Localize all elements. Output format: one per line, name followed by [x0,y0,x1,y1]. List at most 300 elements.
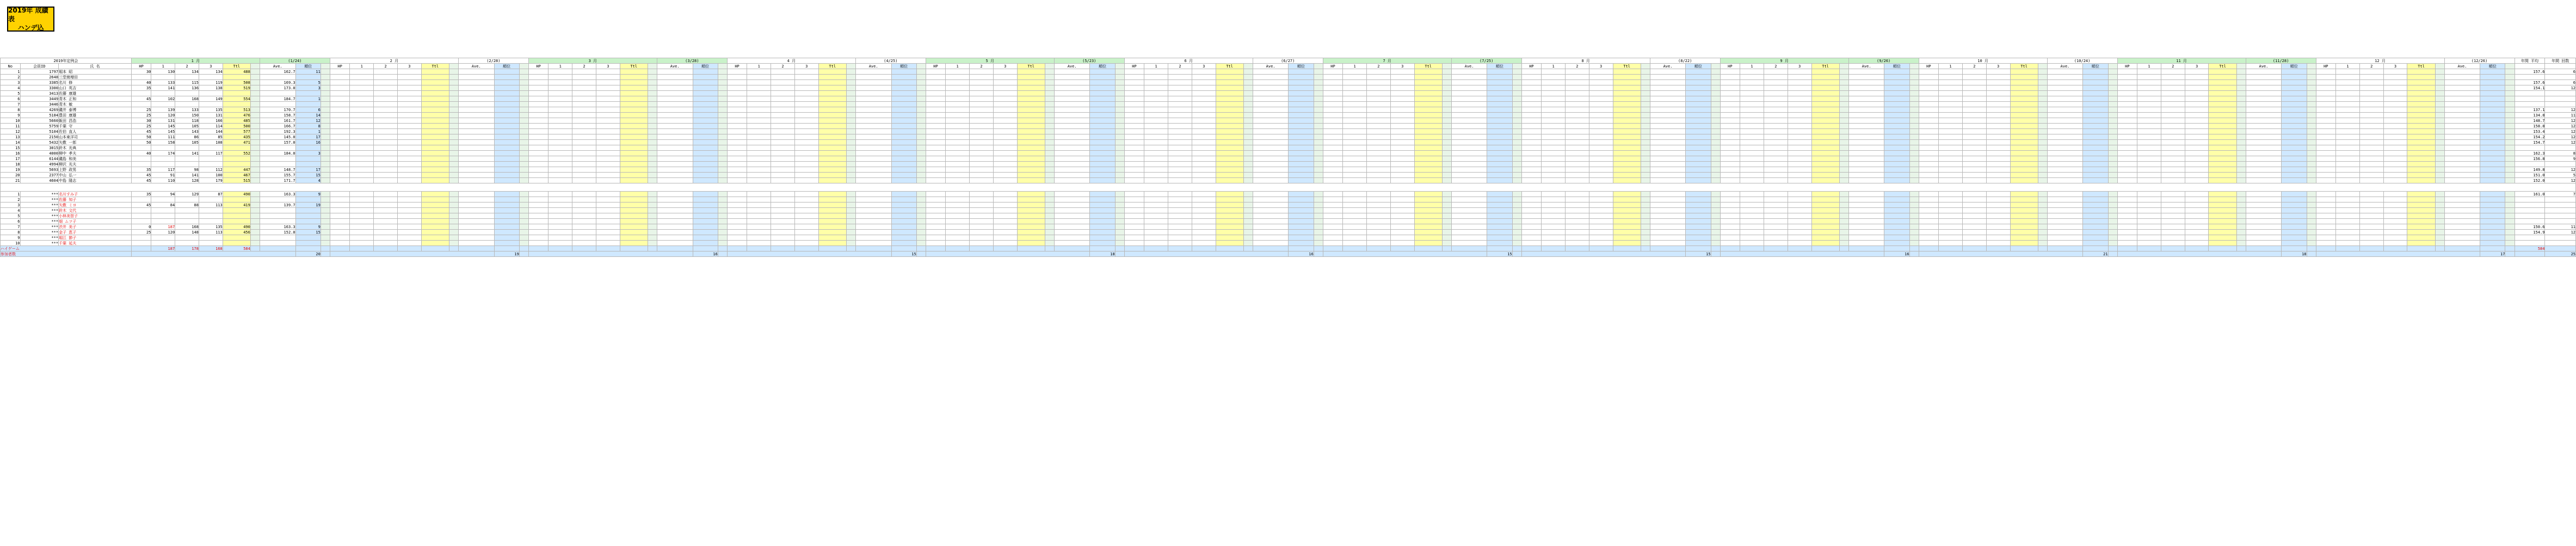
col-gap [2307,241,2316,246]
total-score [818,241,846,246]
col-gap [250,91,260,96]
game-score [1962,145,1986,151]
rank-value [1289,140,1314,145]
rank-value [891,203,916,208]
col-gap [449,134,458,140]
average-score [657,230,693,235]
average-score: 139.7 [260,203,295,208]
game-score [747,113,771,118]
total-score [1811,235,1839,241]
rank-value: 16 [295,140,321,145]
average-score [1451,178,1487,183]
game-score [2359,129,2383,134]
average-score [2444,178,2480,183]
col-gap [1115,102,1124,107]
hp-value: 30 [131,69,151,75]
member-id: 5184 [20,113,59,118]
footer-cell [1641,246,1650,251]
game-score [596,156,620,162]
hp-value [727,167,747,173]
game-score [1144,208,1168,213]
participant-count: 18 [1090,251,1115,257]
member-id: 5693 [20,167,59,173]
game-score [2359,69,2383,75]
col-gap [449,156,458,162]
total-score [1017,173,1045,178]
game-score [572,113,596,118]
member-id: *** [20,230,59,235]
rank-value: 17 [295,134,321,140]
game-score [2137,140,2161,145]
rank-value [693,167,718,173]
game-score [1986,145,2010,151]
col-gap [1314,91,1323,96]
col-gap [321,192,330,197]
col-ttl: Ttl [1613,64,1641,69]
col-game: 3 [2185,64,2209,69]
guest-row [1,203,2576,208]
member-name: 佐藤 康雄 [59,91,132,96]
game-score [771,167,795,173]
col-gap [2038,178,2047,183]
average-score [1650,102,1686,107]
col-gap [1909,69,1919,75]
hp-value [1521,156,1542,162]
col-gap [1243,219,1253,224]
game-score [1589,167,1613,173]
col-gap [449,96,458,102]
total-score [2209,162,2236,167]
col-gap [1243,197,1253,203]
game-score [1390,91,1414,96]
total-score [620,129,648,134]
participant-count: 19 [494,251,519,257]
col-gap [1839,118,1848,124]
member-id: *** [20,197,59,203]
game-score [572,134,596,140]
col-gap [846,197,855,203]
col-hp: HP [1323,64,1343,69]
game-score: 148 [175,230,199,235]
game-score [771,134,795,140]
game-score [2359,91,2383,96]
col-gap [718,129,727,134]
rank-value [494,140,519,145]
total-score [2407,197,2435,203]
annual-games: 12 [2545,124,2576,129]
annual-average [2515,235,2545,241]
hp-value [528,124,549,129]
col-gap [1512,213,1521,219]
average-score [1848,156,1884,162]
col-gap [1512,219,1521,224]
total-score [1811,118,1839,124]
high-series-score [1216,246,1243,251]
average-score [657,124,693,129]
game-score [993,167,1017,173]
game-score [1939,178,1963,183]
game-score [1168,124,1192,129]
game-score [199,102,223,107]
col-gap [1314,113,1323,118]
col-gap [449,230,458,235]
game-score [1192,129,1216,134]
col-gap [321,96,330,102]
col-gap [2236,134,2246,140]
hp-value [528,96,549,102]
col-gap [648,102,657,107]
total-score [1216,151,1243,156]
month-label: 10 月 [1919,58,2047,64]
total-score [2407,219,2435,224]
average-score [855,151,891,156]
total-score [2010,192,2038,197]
game-score [2185,241,2209,246]
col-gap [1711,173,1720,178]
high-series-score [2010,246,2038,251]
col-gap [1243,241,1253,246]
col-gap [718,151,727,156]
col-gap [1711,134,1720,140]
game-score [1740,241,1764,246]
col-gap [718,113,727,118]
game-score [1788,151,1811,156]
col-gap [1512,173,1521,178]
col-gap [1045,230,1054,235]
col-gap [2505,224,2515,230]
game-score [794,241,818,246]
col-gap [1711,156,1720,162]
game-score [596,208,620,213]
footer-cell [1253,246,1289,251]
total-score [1613,224,1641,230]
participants-label: 参加者数 [1,251,132,257]
row-no: 7 [1,224,21,230]
col-gap [2108,69,2117,75]
game-score [1788,173,1811,178]
average-score [1451,219,1487,224]
hp-value [131,241,151,246]
game-score [747,162,771,167]
game-score [993,235,1017,241]
total-score [2407,156,2435,162]
game-score [1168,213,1192,219]
game-score [596,197,620,203]
game-score [350,230,374,235]
col-gap [1115,107,1124,113]
game-score [374,173,398,178]
total-score [2010,230,2038,235]
col-gap [1045,113,1054,118]
rank-value [1884,230,1909,235]
game-score [794,85,818,91]
game-score [350,129,374,134]
hp-value [1323,208,1343,213]
game-score [1192,151,1216,156]
member-row [1,173,2576,178]
col-gap [2435,102,2444,107]
game-score [2161,208,2185,213]
total-score [818,162,846,167]
hp-value [1323,118,1343,124]
average-score [657,173,693,178]
hp-value [528,192,549,197]
hp-value [2117,102,2137,107]
game-score [794,167,818,173]
col-gap [1314,213,1323,219]
footer-cell [2316,246,2336,251]
total-score [1613,145,1641,151]
col-gap [2505,197,2515,203]
hp-value [1919,75,1939,80]
rank-value [494,213,519,219]
hp-value [1919,124,1939,129]
game-score [2137,178,2161,183]
game-score [1144,102,1168,107]
total-score [1613,162,1641,167]
total-score [818,219,846,224]
hp-value [1720,213,1740,219]
col-gap [321,230,330,235]
row-no: 15 [1,145,21,151]
average-score [1451,162,1487,167]
col-gap [519,129,528,134]
member-row [1,102,2576,107]
average-score [458,208,494,213]
game-score [374,178,398,183]
member-id: 5104 [20,129,59,134]
average-score [2047,156,2083,162]
col-gap [1442,69,1451,75]
average-score [2047,75,2083,80]
member-row [1,107,2576,113]
col-gap [846,162,855,167]
hp-value [1521,80,1542,85]
hp-value [2117,213,2137,219]
total-score [1811,213,1839,219]
game-score [1144,107,1168,113]
game-score [993,203,1017,208]
col-gap [2038,80,2047,85]
rank-value [494,91,519,96]
game-score [350,75,374,80]
hp-value [1919,151,1939,156]
hp-value [330,134,350,140]
game-score [1740,156,1764,162]
footer-cell [2444,246,2480,251]
average-score [1650,91,1686,96]
hp-value: 0 [131,224,151,230]
col-ave: Ave. [2444,64,2480,69]
high-series-score [421,246,449,251]
rank-value: 3 [295,85,321,91]
hp-value [2316,85,2336,91]
hp-value [1323,178,1343,183]
rank-value [2282,124,2307,129]
total-score [1613,156,1641,162]
game-score [1390,219,1414,224]
game-score [1367,151,1391,156]
game-score [2185,156,2209,162]
col-gap [2307,80,2316,85]
rank-value [1884,129,1909,134]
game-score [1192,241,1216,246]
game-score [1589,96,1613,102]
hp-value [1124,197,1144,203]
hp-value [2117,192,2137,197]
game-score [1168,102,1192,107]
total-score [421,178,449,183]
col-game: 1 [2137,64,2161,69]
rank-value [1487,85,1512,91]
col-gap [519,162,528,167]
footer-cell [926,246,946,251]
game-score [2161,241,2185,246]
game-score: 105 [175,140,199,145]
game-score [1939,91,1963,96]
col-gap [718,124,727,129]
average-score [2444,235,2480,241]
game-score [1542,241,1566,246]
game-score [2185,192,2209,197]
game-score [2161,173,2185,178]
high-game-score [1788,246,1811,251]
game-score [794,178,818,183]
rank-value [891,91,916,96]
total-score [1216,85,1243,91]
game-score [151,91,175,96]
col-gap [1839,69,1848,75]
total-score [620,96,648,102]
game-score: 117 [151,167,175,173]
high-game-score [2383,246,2407,251]
game-score [2359,156,2383,162]
col-gap [1314,151,1323,156]
col-gap [1839,91,1848,96]
game-score [2359,80,2383,85]
hp-value [2316,75,2336,80]
col-gap [1909,151,1919,156]
col-gap [1243,124,1253,129]
total-score [2010,224,2038,230]
col-gap [519,213,528,219]
hp-value [1919,156,1939,162]
game-score [2185,230,2209,235]
game-score [2137,230,2161,235]
hp-value [131,156,151,162]
footer-cell [1442,246,1451,251]
total-score [421,167,449,173]
average-score [2047,80,2083,85]
hp-value [1521,213,1542,219]
average-score [1650,145,1686,151]
game-score [2336,102,2360,107]
game-score [970,219,994,224]
rank-value [494,203,519,208]
game-score [1764,241,1788,246]
game-score [1962,219,1986,224]
game-score [1565,134,1589,140]
col-gap [449,178,458,183]
average-score [2444,208,2480,213]
game-score [151,213,175,219]
rank-value [891,140,916,145]
total-score [1414,224,1442,230]
game-score [1962,69,1986,75]
col-gap [2038,64,2047,69]
total-score [1017,113,1045,118]
average-score [458,107,494,113]
game-score [1764,162,1788,167]
high-game-score [1343,246,1367,251]
col-gap [519,235,528,241]
col-gap [1314,162,1323,167]
col-gap [250,107,260,113]
rank-value [2282,235,2307,241]
game-score [1168,69,1192,75]
hp-value [2316,235,2336,241]
col-gap [519,140,528,145]
col-gap [1314,224,1323,230]
game-score: 118 [175,118,199,124]
col-gap [321,118,330,124]
col-gap [846,224,855,230]
average-score [260,156,295,162]
game-score [549,235,572,241]
rank-value [1884,219,1909,224]
game-score [946,213,970,219]
hp-value [926,167,946,173]
col-gap [1115,156,1124,162]
col-gap [250,213,260,219]
guest-row [1,213,2576,219]
total-score [1613,140,1641,145]
col-gap [1909,230,1919,235]
col-name: 氏 名 [59,64,132,69]
rank-value [2282,151,2307,156]
total-score [1216,102,1243,107]
hp-value [1323,80,1343,85]
rank-value [2480,230,2505,235]
average-score [1253,178,1289,183]
total-score [2209,213,2236,219]
game-score [970,140,994,145]
hp-value [1124,219,1144,224]
total-score [1414,75,1442,80]
high-game-score [596,246,620,251]
member-name: 矢敷 ミヨ [59,203,132,208]
average-score [855,124,891,129]
rank-value [1884,235,1909,241]
footer-cell [1711,246,1720,251]
total-score [2209,208,2236,213]
average-score [1650,85,1686,91]
game-score: 131 [151,118,175,124]
game-score [2359,192,2383,197]
col-gap [2435,145,2444,151]
col-gap [1115,124,1124,129]
col-gap [718,230,727,235]
high-game-score [794,246,818,251]
col-gap [2435,224,2444,230]
game-score [1962,124,1986,129]
game-score [1986,80,2010,85]
game-score [993,85,1017,91]
col-gap [1512,113,1521,118]
col-gap [1115,173,1124,178]
col-gap [1512,197,1521,203]
game-score [1986,134,2010,140]
